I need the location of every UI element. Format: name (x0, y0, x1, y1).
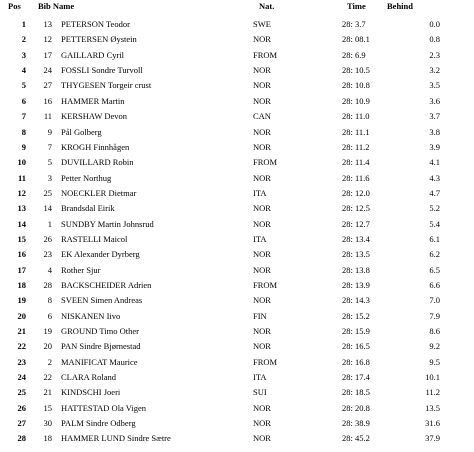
result-time: 28: 10.8 (342, 80, 370, 91)
result-nat: FROM (253, 279, 278, 290)
result-time: 28: 38.9 (342, 418, 370, 429)
header-behind: Behind (387, 1, 413, 11)
result-time: 28: 18.5 (342, 387, 370, 398)
result-behind: 0.8 (429, 34, 440, 45)
result-bib: 16 (43, 95, 52, 106)
result-nat: NOR (253, 433, 271, 444)
result-behind: 31.6 (425, 418, 440, 429)
result-bib: 4 (47, 264, 52, 275)
result-pos: 4 (21, 65, 26, 75)
result-row (0, 172, 474, 185)
result-bib: 25 (43, 187, 52, 198)
result-nat: NOR (253, 141, 271, 152)
result-name: SVEEN Simen Andreas (61, 295, 143, 306)
result-row (0, 141, 474, 154)
result-row (0, 110, 474, 123)
result-behind: 13.5 (425, 402, 440, 413)
result-behind: 6.6 (429, 279, 440, 290)
result-pos: 14 (17, 218, 26, 229)
result-bib: 12 (43, 34, 52, 45)
result-nat: NOR (253, 326, 271, 336)
result-behind: 0.0 (429, 19, 440, 29)
header-bib-name: Bib Name (38, 1, 75, 11)
result-pos: 22 (17, 341, 26, 352)
result-pos: 6 (21, 95, 26, 106)
result-bib: 26 (43, 233, 52, 244)
result-pos: 18 (17, 279, 26, 290)
result-row (0, 18, 474, 31)
result-name: MANIFICAT Maurice (61, 356, 138, 367)
result-bib: 28 (43, 279, 52, 290)
header-nat: Nat. (259, 1, 275, 11)
result-time: 28: 45.2 (342, 433, 370, 444)
result-bib: 20 (43, 341, 52, 352)
result-time: 28: 13.5 (342, 249, 370, 260)
result-name: FOSSLI Sondre Turvoll (61, 65, 143, 75)
result-pos: 20 (17, 310, 26, 321)
result-behind: 8.6 (429, 326, 440, 336)
result-name: KINDSCHI Joeri (61, 387, 121, 398)
result-behind: 3.5 (429, 80, 440, 91)
result-name: Petter Northug (61, 172, 112, 183)
result-behind: 3.7 (429, 111, 440, 122)
header-time: Time (347, 1, 366, 11)
result-row (0, 417, 474, 430)
result-nat: FIN (253, 310, 267, 321)
result-row (0, 156, 474, 169)
result-pos: 21 (17, 326, 26, 336)
result-nat: NOR (253, 172, 271, 183)
result-time: 28: 12.5 (342, 203, 370, 214)
result-behind: 4.7 (429, 187, 440, 198)
result-behind: 2.3 (429, 49, 440, 60)
result-time: 28: 12.0 (342, 187, 370, 198)
result-time: 28: 16.8 (342, 356, 370, 367)
result-bib: 21 (43, 387, 52, 398)
result-bib: 13 (43, 19, 52, 29)
result-row (0, 279, 474, 292)
result-behind: 3.9 (429, 141, 440, 152)
result-behind: 7.0 (429, 295, 440, 306)
result-behind: 11.2 (425, 387, 440, 398)
result-behind: 4.1 (429, 157, 440, 168)
result-pos: 15 (17, 233, 26, 244)
result-behind: 6.1 (429, 233, 440, 244)
result-time: 28: 14.3 (342, 295, 370, 306)
result-time: 28: 17.4 (342, 372, 370, 383)
result-nat: CAN (253, 111, 271, 122)
result-time: 28: 13.4 (342, 233, 370, 244)
result-pos: 13 (17, 203, 26, 214)
result-nat: NOR (253, 34, 271, 45)
result-behind: 7.9 (429, 310, 440, 321)
result-nat: NOR (253, 80, 271, 91)
result-nat: NOR (253, 264, 271, 275)
result-bib: 9 (47, 126, 52, 137)
result-nat: FROM (253, 49, 278, 60)
result-name: NISKANEN Iivo (61, 310, 121, 321)
result-bib: 22 (43, 372, 52, 383)
result-bib: 14 (43, 203, 52, 214)
result-pos: 8 (21, 126, 26, 137)
result-behind: 9.5 (429, 356, 440, 367)
result-name: KROGH Finnhågen (61, 141, 130, 152)
result-pos: 2 (21, 34, 26, 45)
result-bib: 15 (43, 402, 52, 413)
result-time: 28: 10.9 (342, 95, 370, 106)
result-nat: NOR (253, 249, 271, 260)
result-bib: 6 (47, 310, 52, 321)
result-row (0, 95, 474, 108)
result-row (0, 386, 474, 399)
result-pos: 11 (17, 172, 26, 183)
result-name: CLARA Roland (61, 372, 117, 383)
result-name: DUVILLARD Robin (61, 157, 134, 168)
result-pos: 27 (17, 418, 26, 429)
result-nat: ITA (253, 372, 267, 383)
result-nat: FROM (253, 157, 278, 168)
result-behind: 3.2 (429, 65, 440, 75)
result-time: 28: 11.6 (342, 172, 370, 183)
result-pos: 24 (17, 372, 26, 383)
result-behind: 4.3 (429, 172, 440, 183)
result-pos: 12 (17, 187, 26, 198)
result-name: HAMMER LUND Sindre Sætre (61, 433, 171, 444)
result-name: NOECKLER Dietmar (61, 187, 137, 198)
result-behind: 9.2 (429, 341, 440, 352)
result-behind: 10.1 (425, 372, 440, 383)
result-nat: NOR (253, 218, 271, 229)
result-time: 28: 20.8 (342, 402, 370, 413)
result-pos: 10 (17, 157, 26, 168)
result-row (0, 356, 474, 369)
result-nat: NOR (253, 402, 271, 413)
result-time: 28: 08.1 (342, 34, 370, 45)
result-bib: 27 (43, 80, 52, 91)
result-behind: 6.2 (429, 249, 440, 260)
result-nat: SWE (253, 19, 271, 29)
result-bib: 30 (43, 418, 52, 429)
result-row (0, 310, 474, 323)
result-time: 28: 3.7 (342, 19, 366, 29)
result-pos: 25 (17, 387, 26, 398)
result-time: 28: 11.2 (342, 141, 370, 152)
result-name: PAN Sindre Bjørnestad (61, 341, 141, 352)
result-name: PALM Sindre Odberg (61, 418, 136, 429)
result-name: Pål Golberg (61, 126, 102, 137)
result-pos: 9 (21, 141, 26, 152)
result-row (0, 325, 474, 338)
result-behind: 37.9 (425, 433, 440, 444)
result-name: Rother Sjur (61, 264, 101, 275)
result-nat: SUI (253, 387, 267, 398)
results-header (0, 0, 474, 12)
result-behind: 6.5 (429, 264, 440, 275)
result-pos: 16 (17, 249, 26, 260)
header-pos: Pos (8, 1, 21, 11)
result-nat: NOR (253, 95, 271, 106)
result-nat: NOR (253, 418, 271, 429)
result-name: PETERSON Teodor (61, 19, 130, 29)
result-bib: 2 (47, 356, 52, 367)
result-nat: ITA (253, 187, 267, 198)
result-bib: 24 (43, 65, 52, 75)
result-behind: 3.6 (429, 95, 440, 106)
result-nat: NOR (253, 295, 271, 306)
result-name: GAILLARD Cyril (61, 49, 125, 60)
result-name: Brandsdal Eirik (61, 203, 115, 214)
result-time: 28: 11.4 (342, 157, 370, 168)
result-nat: ITA (253, 233, 267, 244)
result-row (0, 402, 474, 415)
result-name: RASTELLI Maicol (61, 233, 128, 244)
result-time: 28: 16.5 (342, 341, 370, 352)
result-row (0, 202, 474, 215)
result-time: 28: 15.2 (342, 310, 370, 321)
result-bib: 8 (47, 295, 52, 306)
result-bib: 11 (43, 111, 52, 122)
result-row (0, 33, 474, 46)
result-row (0, 218, 474, 231)
result-name: BACKSCHEIDER Adrien (61, 279, 152, 290)
result-behind: 5.2 (429, 203, 440, 214)
result-row (0, 340, 474, 353)
result-bib: 19 (43, 326, 52, 336)
result-row (0, 264, 474, 277)
result-nat: FROM (253, 356, 278, 367)
result-name: THYGESEN Torgeir crust (61, 80, 152, 91)
result-name: HAMMER Martin (61, 95, 125, 106)
result-row (0, 248, 474, 261)
result-pos: 17 (17, 264, 26, 275)
result-name: SUNDBY Martin Johnsrud (61, 218, 154, 229)
result-bib: 3 (47, 172, 52, 183)
result-row (0, 79, 474, 92)
result-row (0, 432, 474, 445)
result-bib: 18 (43, 433, 52, 444)
result-row (0, 49, 474, 62)
result-name: EK Alexander Dyrberg (61, 249, 140, 260)
result-time: 28: 11.0 (342, 111, 370, 122)
result-bib: 23 (43, 249, 52, 260)
result-row (0, 126, 474, 139)
result-pos: 19 (17, 295, 26, 306)
result-name: HATTESTAD Ola Vigen (61, 402, 147, 413)
result-time: 28: 12.7 (342, 218, 370, 229)
result-time: 28: 11.1 (342, 126, 370, 137)
result-name: GROUND Timo Other (61, 326, 139, 336)
result-pos: 23 (17, 356, 26, 367)
result-name: PETTERSEN Øystein (61, 34, 137, 45)
result-name: KERSHAW Devon (61, 111, 127, 122)
result-behind: 3.8 (429, 126, 440, 137)
result-row (0, 294, 474, 307)
result-nat: NOR (253, 203, 271, 214)
result-pos: 5 (21, 80, 26, 91)
result-pos: 3 (21, 49, 26, 60)
result-time: 28: 10.5 (342, 65, 370, 75)
result-pos: 1 (21, 19, 26, 29)
result-row (0, 233, 474, 246)
result-row (0, 371, 474, 384)
result-behind: 5.4 (429, 218, 440, 229)
result-row (0, 64, 474, 77)
result-nat: NOR (253, 341, 271, 352)
result-bib: 1 (47, 218, 52, 229)
result-time: 28: 15.9 (342, 326, 370, 336)
result-pos: 26 (17, 402, 26, 413)
result-row (0, 187, 474, 200)
result-nat: NOR (253, 65, 271, 75)
result-nat: NOR (253, 126, 271, 137)
result-bib: 7 (47, 141, 52, 152)
result-time: 28: 13.9 (342, 279, 370, 290)
result-time: 28: 6.9 (342, 49, 366, 60)
result-bib: 5 (47, 157, 52, 168)
result-time: 28: 13.8 (342, 264, 370, 275)
result-bib: 17 (43, 49, 52, 60)
result-pos: 28 (17, 433, 26, 444)
result-pos: 7 (21, 111, 26, 122)
